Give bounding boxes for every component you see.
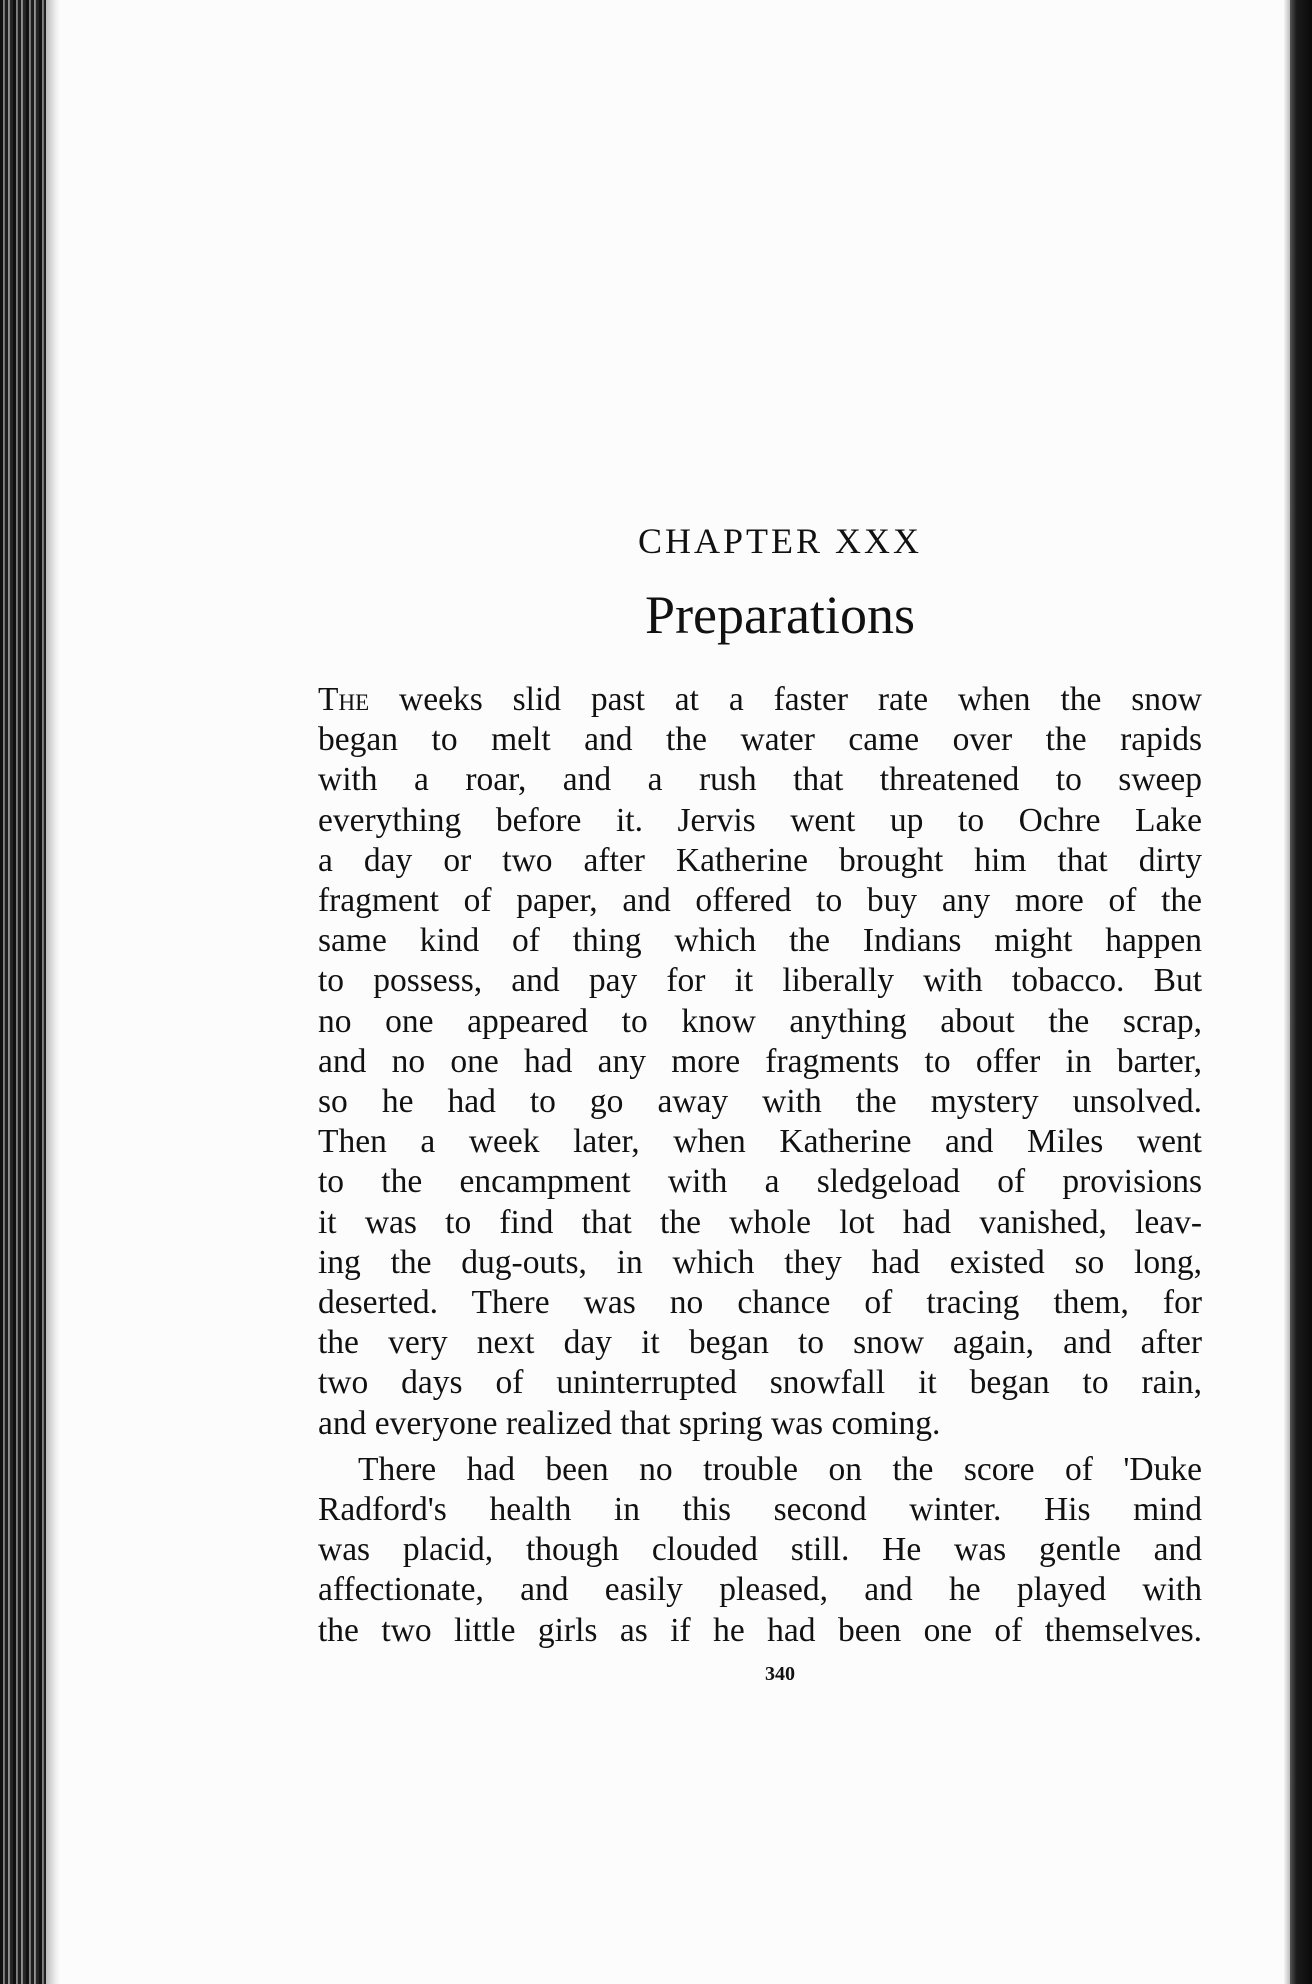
page-gutter-shadow (46, 0, 60, 1984)
paragraph-line: to possess, and pay for it liberally with tobacco. But (318, 962, 1202, 1000)
text-block (318, 520, 1202, 1686)
paragraph-line: two days of uninterrupted snowfall it began to rain, (318, 1364, 1202, 1402)
line-text: weeks slid past at a faster rate when the snow (369, 681, 1202, 718)
paragraph-line: it was to find that the whole lot had vanished, leav- (318, 1203, 1202, 1241)
paragraph-line: was placid, though clouded still. He was gentle and (318, 1531, 1202, 1569)
page-number: 340 (765, 1662, 795, 1685)
paragraph-line: a day or two after Katherine brought him that dirty (318, 841, 1202, 879)
paragraph-line: and everyone realized that spring was coming. (318, 1404, 941, 1442)
paragraph-line: everything before it. Jervis went up to Ochre Lake (318, 801, 1202, 839)
chapter-title: Preparations (645, 585, 915, 645)
paragraph-line: same kind of thing which the Indians might happen (318, 922, 1202, 960)
paragraph-line: the very next day it began to snow again, and after (318, 1324, 1202, 1362)
chapter-heading: CHAPTER XXX (637, 521, 922, 561)
paragraph-2 (318, 1450, 1202, 1651)
paragraph-line: ing the dug-outs, in which they had existed so long, (318, 1243, 1202, 1281)
paragraph-line: There had been no trouble on the score of 'Duke (358, 1450, 1202, 1488)
paragraph-line: Then a week later, when Katherine and Miles went (318, 1123, 1202, 1161)
paragraph-1 (318, 680, 1202, 1444)
paragraph-line: the two little girls as if he had been one of themselves. (318, 1611, 1202, 1649)
book-spine-edges (0, 0, 46, 1984)
paragraph-line: with a roar, and a rush that threatened to sweep (318, 761, 1202, 799)
paragraph-line: affectionate, and easily pleased, and he played with (318, 1571, 1202, 1609)
paragraph-line: fragment of paper, and offered to buy any more of the (318, 882, 1202, 920)
paragraph-line: deserted. There was no chance of tracing them, for (318, 1284, 1202, 1322)
paragraph-line: began to melt and the water came over the rapids (318, 721, 1202, 759)
paragraph-line (318, 680, 1202, 720)
paragraph-line: so he had to go away with the mystery unsolved. (318, 1083, 1202, 1121)
paragraph-line: to the encampment with a sledgeload of provisions (318, 1163, 1202, 1201)
lead-word: The (318, 681, 370, 718)
paragraph-line: and no one had any more fragments to offer in barter, (318, 1042, 1202, 1080)
paragraph-line: Radford's health in this second winter. His mind (318, 1491, 1202, 1529)
paragraph-line: no one appeared to know anything about the scrap, (318, 1002, 1202, 1040)
page-right-border (1290, 0, 1312, 1984)
